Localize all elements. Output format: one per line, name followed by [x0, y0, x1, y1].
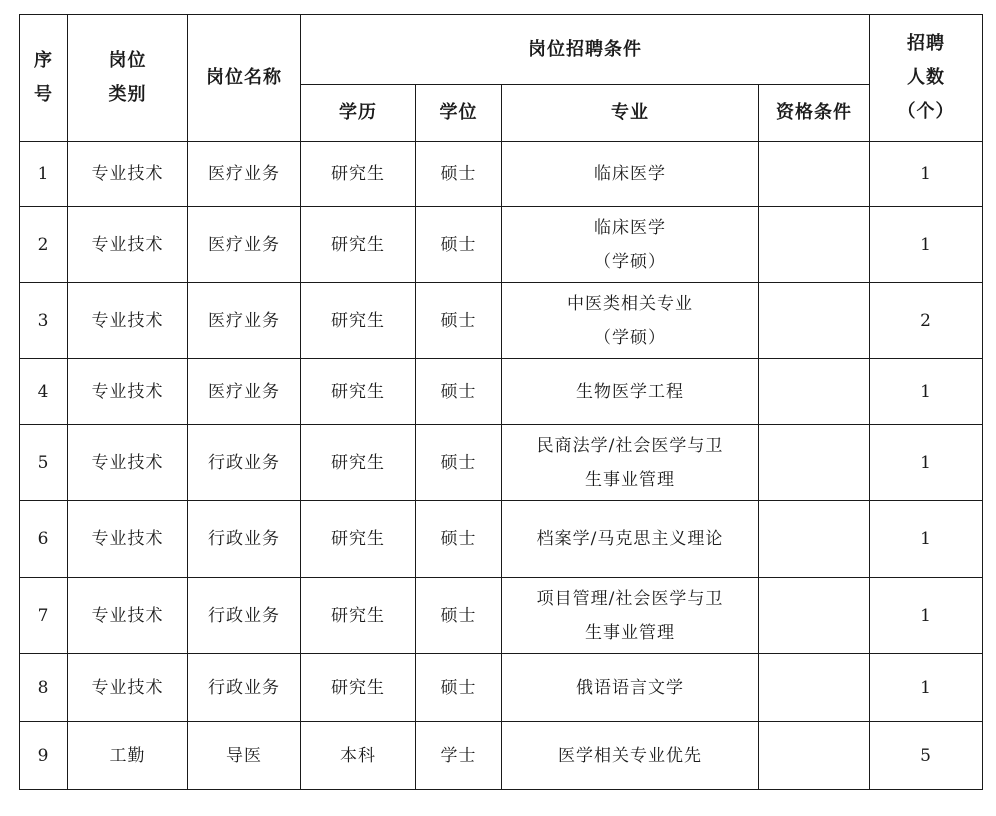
cell-major — [502, 142, 759, 207]
cell-position: 医疗业务 — [188, 142, 301, 207]
cell-qualification — [759, 578, 870, 654]
table-row — [20, 425, 983, 501]
cell-major-line: 项目管理/社会医学与卫 — [536, 588, 724, 609]
cell-major — [502, 425, 759, 501]
header-category — [68, 15, 188, 142]
cell-degree: 硕士 — [416, 283, 502, 359]
cell-qualification — [759, 501, 870, 578]
cell-category: 专业技术 — [68, 142, 188, 207]
cell-position: 行政业务 — [188, 425, 301, 501]
cell-education: 研究生 — [301, 359, 416, 425]
cell-category: 专业技术 — [68, 283, 188, 359]
cell-position: 医疗业务 — [188, 207, 301, 283]
cell-degree: 硕士 — [416, 654, 502, 722]
cell-category: 专业技术 — [68, 654, 188, 722]
cell-degree: 硕士 — [416, 207, 502, 283]
table-row — [20, 207, 983, 283]
header-major: 专业 — [502, 85, 759, 142]
cell-category: 专业技术 — [68, 578, 188, 654]
cell-count: 1 — [870, 207, 983, 283]
cell-major-line: 医学相关专业优先 — [558, 745, 702, 766]
cell-major-line: 中医类相关专业 — [567, 293, 693, 314]
header-position-name: 岗位名称 — [188, 15, 301, 142]
header-row-top — [20, 15, 983, 85]
cell-position: 行政业务 — [188, 654, 301, 722]
cell-major — [502, 501, 759, 578]
cell-major-line: 生事业管理 — [585, 469, 675, 490]
cell-count: 5 — [870, 722, 983, 790]
cell-major-line: 生事业管理 — [585, 622, 675, 643]
header-headcount-line: 招聘 — [907, 33, 945, 54]
cell-degree: 硕士 — [416, 359, 502, 425]
cell-qualification — [759, 359, 870, 425]
table-row — [20, 142, 983, 207]
table-row — [20, 501, 983, 578]
cell-education: 研究生 — [301, 425, 416, 501]
header-conditions: 岗位招聘条件 — [301, 15, 870, 85]
cell-degree: 硕士 — [416, 425, 502, 501]
cell-position: 医疗业务 — [188, 359, 301, 425]
cell-category: 专业技术 — [68, 425, 188, 501]
cell-count: 1 — [870, 142, 983, 207]
cell-seq: 2 — [20, 207, 68, 283]
recruitment-table — [19, 14, 983, 790]
cell-seq: 5 — [20, 425, 68, 501]
header-headcount-line: （个） — [897, 101, 955, 122]
cell-category: 工勤 — [68, 722, 188, 790]
cell-education: 研究生 — [301, 283, 416, 359]
cell-qualification — [759, 207, 870, 283]
cell-major — [502, 359, 759, 425]
cell-seq: 9 — [20, 722, 68, 790]
cell-position: 行政业务 — [188, 501, 301, 578]
cell-qualification — [759, 142, 870, 207]
cell-education: 本科 — [301, 722, 416, 790]
table-row — [20, 722, 983, 790]
cell-seq: 4 — [20, 359, 68, 425]
cell-qualification — [759, 722, 870, 790]
cell-major-line: （学硕） — [594, 251, 666, 272]
cell-count: 2 — [870, 283, 983, 359]
cell-major-line: 俄语语言文学 — [576, 677, 684, 698]
cell-major — [502, 207, 759, 283]
header-headcount — [870, 15, 983, 142]
header-degree: 学位 — [416, 85, 502, 142]
cell-education: 研究生 — [301, 142, 416, 207]
header-seq — [20, 15, 68, 142]
cell-seq: 7 — [20, 578, 68, 654]
cell-major — [502, 283, 759, 359]
cell-category: 专业技术 — [68, 501, 188, 578]
cell-education: 研究生 — [301, 654, 416, 722]
header-category-line: 岗位 — [108, 50, 147, 71]
header-category-line: 类别 — [108, 84, 147, 105]
table-row — [20, 359, 983, 425]
cell-major-line: 临床医学 — [594, 164, 666, 184]
cell-major-line: 临床医学 — [594, 217, 666, 238]
cell-education: 研究生 — [301, 501, 416, 578]
cell-degree: 硕士 — [416, 501, 502, 578]
cell-major — [502, 578, 759, 654]
header-seq-line: 号 — [34, 84, 53, 105]
table-row — [20, 654, 983, 722]
table-row — [20, 283, 983, 359]
cell-qualification — [759, 283, 870, 359]
cell-major — [502, 654, 759, 722]
cell-seq: 6 — [20, 501, 68, 578]
cell-education: 研究生 — [301, 207, 416, 283]
cell-category: 专业技术 — [68, 359, 188, 425]
cell-seq: 3 — [20, 283, 68, 359]
header-qualification: 资格条件 — [759, 85, 870, 142]
header-seq-line: 序 — [34, 50, 53, 71]
cell-position: 导医 — [188, 722, 301, 790]
cell-position: 行政业务 — [188, 578, 301, 654]
cell-seq: 1 — [20, 142, 68, 207]
cell-count: 1 — [870, 501, 983, 578]
cell-degree: 学士 — [416, 722, 502, 790]
header-headcount-line: 人数 — [907, 67, 945, 88]
cell-category: 专业技术 — [68, 207, 188, 283]
cell-qualification — [759, 425, 870, 501]
cell-qualification — [759, 654, 870, 722]
cell-degree: 硕士 — [416, 578, 502, 654]
cell-education: 研究生 — [301, 578, 416, 654]
cell-major-line: （学硕） — [594, 327, 666, 348]
cell-position: 医疗业务 — [188, 283, 301, 359]
cell-seq: 8 — [20, 654, 68, 722]
cell-major-line: 档案学/马克思主义理论 — [536, 529, 724, 549]
cell-major-line: 民商法学/社会医学与卫 — [536, 435, 724, 456]
header-education: 学历 — [301, 85, 416, 142]
cell-count: 1 — [870, 425, 983, 501]
cell-count: 1 — [870, 578, 983, 654]
cell-degree: 硕士 — [416, 142, 502, 207]
cell-count: 1 — [870, 654, 983, 722]
cell-major-line: 生物医学工程 — [576, 381, 684, 402]
cell-major — [502, 722, 759, 790]
table-row — [20, 578, 983, 654]
cell-count: 1 — [870, 359, 983, 425]
